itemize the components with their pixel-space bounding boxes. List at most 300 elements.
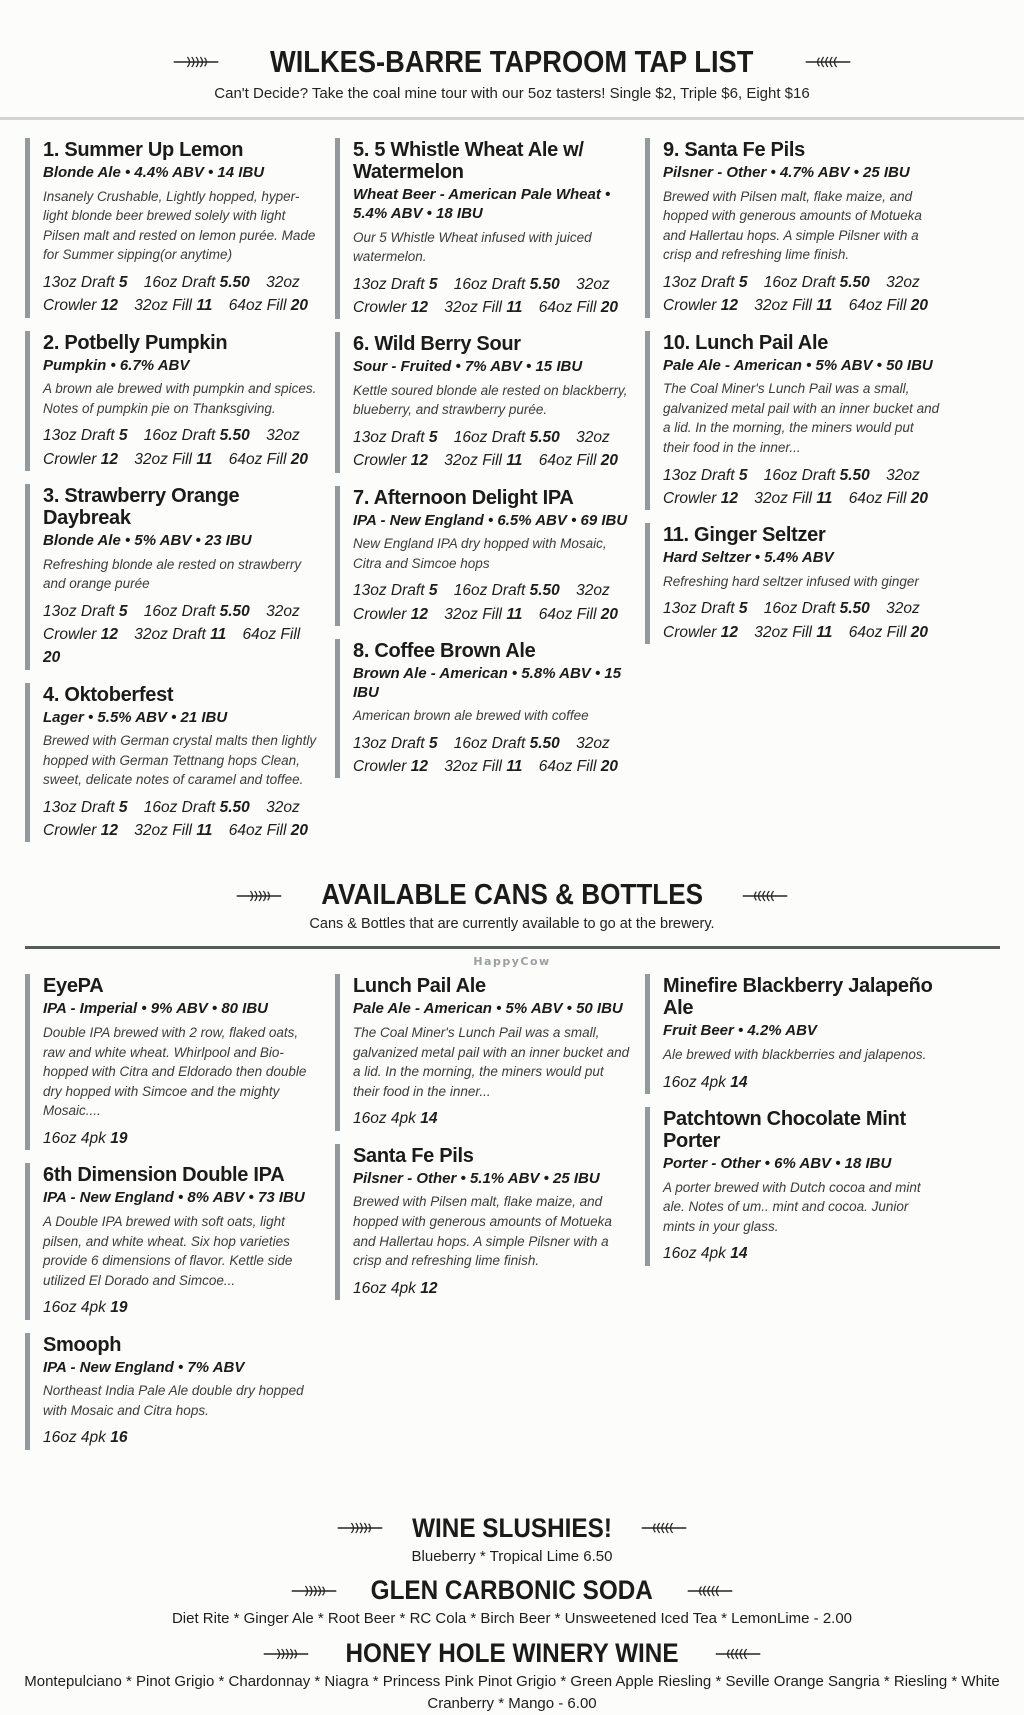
beer-name: 1. Summer Up Lemon (43, 139, 244, 161)
price-value: 11 (196, 297, 213, 315)
price-value: 12 (720, 297, 738, 315)
price-value: 11 (506, 298, 523, 316)
size-label: 32oz Crowler (43, 427, 300, 468)
item-accent-bar (25, 331, 30, 471)
beer-name: 2. Potbelly Pumpkin (43, 331, 228, 354)
beer-style-abv-ibu: IPA - New England • 8% ABV • 73 IBU (43, 1189, 305, 1207)
beer-description: A Double IPA brewed with soft oats, light pilsen, and white wheat. Six hop varieties provide 6 dimensions of flavor. Kettle side utilized El Dorado and Simcoe... (43, 1214, 293, 1288)
tap-column-3 (645, 138, 940, 855)
pack-price-value: 12 (420, 1279, 438, 1297)
item-text (43, 1333, 320, 1450)
menu-title-row (0, 44, 1024, 80)
price-value: 5 (118, 427, 128, 445)
winery-wine-title-row (0, 1638, 1024, 1669)
wine-slushies-title: WINE SLUSHIES! (412, 1512, 612, 1543)
menu-header (0, 0, 1024, 102)
wine-slushies-section (0, 1513, 1024, 1568)
tap-list-item (645, 138, 940, 318)
price-pair (764, 274, 870, 291)
item-text (43, 484, 320, 670)
price-pair (229, 451, 308, 468)
size-label: 16oz Draft (453, 734, 526, 752)
pack-price-value: 19 (110, 1299, 128, 1317)
beer-description: Double IPA brewed with 2 row, flaked oats, raw and white wheat. Whirlpool and Bio-hopped with Citra and Eldorado then double dry hopped with Simcoe and the mighty Mosaic.... (43, 1025, 307, 1119)
price-value: 12 (410, 605, 428, 623)
size-label: 16oz Draft (763, 274, 836, 291)
price-value: 5.50 (529, 429, 560, 446)
item-accent-bar (645, 1107, 650, 1266)
size-label: 32oz Fill (134, 297, 192, 315)
size-label: 16oz Draft (763, 600, 836, 618)
wheat-icon-left (291, 1584, 337, 1598)
size-label: 32oz Fill (754, 623, 812, 641)
price-value: 5.50 (219, 602, 250, 620)
beer-name: 6. Wild Berry Sour (353, 333, 521, 356)
beer-name: 6th Dimension Double IPA (43, 1164, 285, 1187)
pack-size-label: 16oz 4pk (663, 1073, 726, 1091)
pack-size-label: 16oz 4pk (353, 1110, 416, 1128)
pack-price-line (43, 1426, 320, 1449)
beer-price-line (43, 271, 320, 318)
size-label: 32oz Crowler (353, 734, 610, 776)
beer-style-abv-ibu: Porter - Other • 6% ABV • 18 IBU (663, 1155, 892, 1172)
size-label: 64oz Fill (848, 489, 907, 507)
price-pair (353, 582, 437, 599)
pack-size-label: 16oz 4pk (663, 1245, 726, 1263)
size-label: 32oz Draft (134, 626, 206, 643)
size-label: 32oz Crowler (353, 275, 610, 316)
beer-name: 11. Ginger Seltzer (663, 524, 826, 546)
size-label: 13oz Draft (43, 602, 115, 620)
tap-list-item (335, 639, 630, 779)
price-value: 11 (210, 626, 227, 643)
item-accent-bar (645, 331, 650, 511)
pack-price-line (353, 1277, 630, 1300)
wheat-icon-right (805, 55, 851, 69)
item-text (43, 331, 320, 471)
beer-style-abv-ibu: Blonde Ale • 4.4% ABV • 14 IBU (43, 164, 265, 181)
item-text (663, 974, 940, 1094)
price-value: 5 (428, 429, 438, 446)
size-label: 32oz Fill (444, 605, 502, 623)
beer-price-line (353, 579, 630, 626)
price-value: 20 (290, 822, 308, 840)
can-list-item (25, 974, 320, 1150)
price-pair (663, 274, 747, 291)
beer-name: Santa Fe Pils (353, 1144, 474, 1167)
price-pair (144, 799, 250, 816)
tap-list-item (335, 332, 630, 472)
item-text (663, 138, 940, 318)
size-label: 13oz Draft (353, 582, 425, 600)
size-label: 16oz Draft (143, 798, 216, 816)
beer-name: 10. Lunch Pail Ale (663, 331, 829, 354)
beer-description: Brewed with Pilsen malt, flake maize, and hopped with generous amounts of Motueka and Hallertau hops. A simple Pilsner with a crisp and refreshing lime finish. (353, 1194, 612, 1269)
soda-title-row (0, 1575, 1024, 1606)
price-value: 11 (506, 605, 523, 623)
size-label: 13oz Draft (43, 274, 115, 291)
beer-style-abv-ibu: Blonde Ale • 5% ABV • 23 IBU (43, 531, 252, 549)
item-accent-bar (335, 332, 340, 472)
tap-list-item (335, 486, 630, 626)
beer-name: EyePA (43, 975, 104, 998)
size-label: 32oz Fill (444, 298, 502, 316)
item-accent-bar (25, 683, 30, 843)
pack-price-line (663, 1242, 940, 1265)
price-pair (539, 606, 618, 623)
price-value: 20 (600, 298, 618, 316)
price-pair (849, 297, 928, 314)
item-text (43, 138, 320, 318)
pack-size-label: 16oz 4pk (353, 1279, 416, 1297)
item-text (43, 683, 320, 843)
pack-price-value: 14 (730, 1245, 748, 1263)
price-value: 11 (196, 450, 213, 468)
happycow-watermark: HappyCow (473, 955, 551, 969)
price-value: 20 (600, 605, 618, 623)
tap-list-item (335, 138, 630, 319)
size-label: 64oz Fill (228, 450, 287, 468)
item-text (353, 1144, 630, 1300)
size-label: 64oz Fill (538, 298, 597, 316)
cans-divider (25, 946, 1000, 949)
price-pair (454, 276, 560, 293)
price-value: 12 (720, 623, 738, 641)
price-pair (43, 799, 127, 816)
wheat-icon-left (236, 889, 282, 903)
size-label: 13oz Draft (353, 734, 425, 752)
price-value: 12 (720, 489, 738, 507)
menu-subtitle: Can't Decide? Take the coal mine tour with our 5oz tasters! Single $2, Triple $6, Eight $16 (214, 85, 810, 102)
beer-description: Insanely Crushable, Lightly hopped, hyper-light blonde beer brewed solely with light Pilsen malt and rested on lemon purée. Made for Summer sipping(or anytime) (43, 188, 316, 263)
cans-title-row (0, 879, 1024, 912)
price-value: 11 (506, 452, 523, 470)
beer-price-line (353, 273, 630, 320)
price-pair (454, 735, 560, 752)
size-label: 32oz Fill (444, 758, 502, 776)
page-title: WILKES-BARRE TAPROOM TAP LIST (270, 44, 754, 79)
cans-section-title: AVAILABLE CANS & BOTTLES (321, 879, 703, 912)
price-pair (754, 297, 832, 314)
price-pair (539, 452, 618, 469)
size-label: 64oz Fill (848, 297, 907, 315)
size-label: 13oz Draft (43, 798, 115, 816)
price-value: 5 (738, 600, 748, 618)
beer-price-line (663, 597, 940, 644)
pack-price-line (663, 1071, 940, 1094)
can-list-item (25, 1163, 320, 1319)
price-pair (454, 429, 560, 446)
item-accent-bar (645, 138, 650, 318)
beer-description: Brewed with Pilsen malt, flake maize, and hopped with generous amounts of Motueka and Hallertau hops. A simple Pilsner with a crisp and refreshing lime finish. (663, 188, 922, 263)
size-label: 13oz Draft (663, 274, 735, 291)
beer-price-line (43, 424, 320, 471)
price-pair (444, 452, 522, 469)
size-label: 16oz Draft (453, 429, 526, 446)
size-label: 64oz Fill (538, 605, 597, 623)
item-text (353, 639, 630, 779)
beer-description: Brewed with German crystal malts then lightly hopped with German Tettnang hops Clean, sweet, delicate notes of caramel and toffee. (43, 733, 317, 788)
pack-price-value: 14 (730, 1073, 748, 1091)
size-label: 64oz Fill (538, 452, 597, 470)
price-value: 5.50 (529, 275, 560, 293)
beer-description: The Coal Miner's Lunch Pail was a small, galvanized metal pail with an inner bucket and a lid. In the morning, the miners would put their food in the inner... (353, 1025, 630, 1099)
size-label: 32oz Crowler (353, 429, 610, 470)
wine-slushies-items: Blueberry * Tropical Lime 6.50 (411, 1547, 613, 1565)
size-label: 32oz Fill (134, 822, 192, 840)
tap-list-item (645, 523, 940, 644)
can-list-item (335, 974, 630, 1130)
size-label: 16oz Draft (143, 602, 216, 620)
size-label: 13oz Draft (663, 600, 735, 618)
item-text (43, 1163, 320, 1319)
price-pair (134, 297, 212, 314)
price-pair (134, 451, 212, 468)
price-value: 5 (738, 274, 748, 291)
tap-list-item (25, 484, 320, 670)
size-label: 16oz Draft (453, 275, 526, 293)
price-value: 5 (428, 275, 438, 293)
item-accent-bar (25, 138, 30, 318)
beer-name: Smooph (43, 1333, 122, 1356)
beer-description: A porter brewed with Dutch cocoa and mint ale. Notes of um.. mint and cocoa. Junior mints in your glass. (663, 1179, 921, 1234)
beer-name: Minefire Blackberry Jalapeño Ale (663, 975, 933, 1020)
item-accent-bar (335, 138, 340, 319)
beer-name: 3. Strawberry Orange Daybreak (43, 484, 240, 529)
cans-section-header (0, 879, 1024, 932)
size-label: 32oz Crowler (353, 582, 610, 623)
tap-list-item (645, 331, 940, 511)
price-value: 5 (118, 798, 128, 816)
price-pair (444, 299, 522, 316)
wheat-icon-right (742, 889, 788, 903)
price-value: 5.50 (529, 582, 560, 600)
beer-style-abv-ibu: IPA - New England • 6.5% ABV • 69 IBU (353, 511, 628, 529)
tap-column-2 (335, 138, 630, 855)
price-pair (229, 822, 308, 839)
item-accent-bar (335, 1144, 340, 1300)
extras-section (0, 1513, 1024, 1715)
size-label: 64oz Fill (242, 626, 301, 643)
price-pair (539, 758, 618, 775)
price-value: 12 (410, 452, 428, 470)
item-text (663, 331, 940, 511)
size-label: 32oz Crowler (43, 274, 300, 315)
price-value: 5.50 (219, 274, 250, 291)
beer-style-abv-ibu: IPA - Imperial • 9% ABV • 80 IBU (43, 1000, 269, 1018)
item-accent-bar (335, 974, 340, 1130)
price-value: 20 (910, 489, 928, 507)
size-label: 13oz Draft (43, 427, 115, 445)
tap-list-item (25, 683, 320, 843)
price-pair (849, 624, 928, 641)
beer-style-abv-ibu: Hard Seltzer • 5.4% ABV (663, 549, 834, 566)
size-label: 64oz Fill (538, 758, 597, 776)
price-pair (754, 624, 832, 641)
item-accent-bar (25, 484, 30, 670)
pack-price-line (43, 1127, 320, 1150)
beer-description: American brown ale brewed with coffee (353, 708, 589, 724)
item-text (353, 138, 630, 319)
price-value: 5.50 (219, 798, 250, 816)
wheat-icon-left (263, 1647, 309, 1661)
size-label: 32oz Fill (134, 450, 192, 468)
price-pair (663, 467, 747, 484)
price-value: 20 (43, 649, 61, 667)
item-text (663, 523, 940, 644)
pack-size-label: 16oz 4pk (43, 1299, 106, 1317)
size-label: 16oz Draft (453, 582, 526, 600)
price-pair (353, 276, 437, 293)
price-pair (353, 735, 437, 752)
size-label: 32oz Crowler (43, 798, 300, 840)
beer-description: Ale brewed with blackberries and jalapenos. (663, 1047, 927, 1063)
beer-description: Kettle soured blonde ale rested on blackberry, blueberry, and strawberry purée. (353, 382, 628, 418)
cans-column-3 (645, 974, 940, 1462)
price-pair (144, 274, 250, 291)
beer-style-abv-ibu: Pilsner - Other • 5.1% ABV • 25 IBU (353, 1169, 600, 1187)
price-value: 20 (600, 452, 618, 470)
price-pair (43, 427, 127, 444)
beer-description: New England IPA dry hopped with Mosaic, Citra and Simcoe hops (353, 536, 607, 571)
beer-name: Lunch Pail Ale (353, 975, 486, 998)
beer-description: Refreshing hard seltzer infused with ginger (663, 573, 919, 589)
price-value: 12 (100, 626, 118, 643)
item-accent-bar (645, 523, 650, 644)
beer-description: A brown ale brewed with pumpkin and spices. Notes of pumpkin pie on Thanksgiving. (43, 381, 317, 416)
item-accent-bar (25, 1163, 30, 1319)
price-pair (144, 427, 250, 444)
winery-wine-title: HONEY HOLE WINERY WINE (345, 1638, 679, 1669)
item-accent-bar (645, 974, 650, 1094)
beer-style-abv-ibu: Fruit Beer • 4.2% ABV (663, 1022, 817, 1040)
price-value: 20 (910, 623, 928, 641)
beer-price-line (663, 464, 940, 511)
beer-style-abv-ibu: Lager • 5.5% ABV • 21 IBU (43, 708, 228, 726)
can-list-item (645, 1107, 940, 1266)
price-pair (229, 297, 308, 314)
size-label: 64oz Fill (228, 822, 287, 840)
size-label: 32oz Crowler (663, 274, 920, 315)
price-pair (764, 467, 870, 484)
beer-style-abv-ibu: Sour - Fruited • 7% ABV • 15 IBU (353, 358, 583, 376)
size-label: 13oz Draft (353, 275, 425, 293)
price-value: 5 (428, 582, 438, 600)
size-label: 16oz Draft (143, 274, 216, 291)
pack-price-value: 14 (420, 1110, 438, 1128)
cans-section-subtitle: Cans & Bottles that are currently available to go at the brewery. (309, 916, 715, 933)
price-value: 5 (428, 734, 438, 752)
pack-price-value: 16 (110, 1429, 128, 1447)
price-pair (663, 600, 747, 617)
price-value: 11 (816, 623, 833, 641)
price-value: 5.50 (839, 274, 870, 291)
price-pair (764, 600, 870, 617)
price-value: 5 (118, 602, 128, 620)
price-value: 20 (290, 297, 308, 315)
item-accent-bar (335, 639, 340, 779)
wheat-icon-right (715, 1647, 761, 1661)
price-value: 11 (816, 297, 833, 315)
winery-wine-section (0, 1638, 1024, 1715)
price-pair (43, 603, 127, 620)
price-pair (444, 758, 522, 775)
price-pair (134, 822, 212, 839)
price-pair (144, 603, 250, 620)
cans-list (0, 968, 1024, 1462)
price-pair (353, 429, 437, 446)
can-list-item (645, 974, 940, 1094)
pack-price-value: 19 (110, 1130, 128, 1147)
cans-column-1 (25, 974, 320, 1462)
tap-list-item (25, 331, 320, 471)
price-value: 12 (410, 758, 428, 776)
tap-column-1 (25, 138, 320, 855)
pack-size-label: 16oz 4pk (43, 1130, 106, 1147)
beer-name: 5. 5 Whistle Wheat Ale w/ Watermelon (353, 139, 584, 183)
cans-column-2 (335, 974, 630, 1462)
price-pair (849, 490, 928, 507)
beer-name: 9. Santa Fe Pils (663, 139, 805, 161)
item-text (43, 974, 320, 1150)
can-list-item (335, 1144, 630, 1300)
winery-wine-items: Montepulciano * Pinot Grigio * Chardonnay * Niagra * Princess Pink Pinot Grigio * Green Apple Riesling * Seville Orange Sangria * Riesling * White Cranberry * Mango - 6.00 (24, 1673, 1000, 1712)
beer-price-line (663, 271, 940, 318)
tap-list-item (25, 138, 320, 318)
price-value: 11 (816, 489, 833, 507)
item-accent-bar (25, 1333, 30, 1450)
price-pair (454, 582, 560, 599)
size-label: 32oz Fill (444, 452, 502, 470)
price-pair (43, 274, 127, 291)
beer-name: 8. Coffee Brown Ale (353, 639, 536, 662)
wheat-icon-right (641, 1521, 687, 1535)
size-label: 64oz Fill (848, 623, 907, 641)
beer-style-abv-ibu: Wheat Beer - American Pale Wheat • 5.4% ABV • 18 IBU (353, 186, 611, 222)
tap-list (0, 120, 1024, 855)
pack-price-line (353, 1107, 630, 1130)
item-text (353, 974, 630, 1130)
wheat-icon-left (173, 55, 219, 69)
price-value: 11 (506, 758, 523, 776)
beer-description: Northeast India Pale Ale double dry hopped with Mosaic and Citra hops. (43, 1383, 304, 1418)
price-value: 5.50 (839, 466, 870, 484)
item-text (353, 486, 630, 626)
price-value: 12 (410, 298, 428, 316)
soda-title: GLEN CARBONIC SODA (370, 1575, 654, 1606)
wheat-icon-left (337, 1521, 383, 1535)
size-label: 32oz Crowler (43, 602, 300, 643)
size-label: 32oz Crowler (663, 600, 920, 641)
beer-name: 7. Afternoon Delight IPA (353, 486, 574, 509)
size-label: 13oz Draft (353, 429, 425, 446)
beer-price-line (353, 732, 630, 779)
wine-slushies-title-row (0, 1513, 1024, 1544)
size-label: 64oz Fill (228, 297, 287, 315)
soda-items: Diet Rite * Ginger Ale * Root Beer * RC Cola * Birch Beer * Unsweetened Iced Tea * LemonLime - 2.00 (171, 1610, 853, 1628)
price-value: 12 (100, 450, 118, 468)
beer-description: Refreshing blonde ale rested on strawberry and orange purée (43, 556, 302, 592)
soda-section (0, 1575, 1024, 1630)
beer-style-abv-ibu: Pale Ale - American • 5% ABV • 50 IBU (663, 356, 933, 374)
price-value: 11 (196, 822, 213, 840)
wheat-icon-right (687, 1584, 733, 1598)
pack-price-line (43, 1296, 320, 1319)
price-value: 12 (100, 822, 118, 840)
beer-description: The Coal Miner's Lunch Pail was a small, galvanized metal pail with an inner bucket and a lid. In the morning, the miners would put their food in the inner... (663, 381, 940, 455)
size-label: 32oz Crowler (663, 466, 920, 507)
item-accent-bar (25, 974, 30, 1150)
